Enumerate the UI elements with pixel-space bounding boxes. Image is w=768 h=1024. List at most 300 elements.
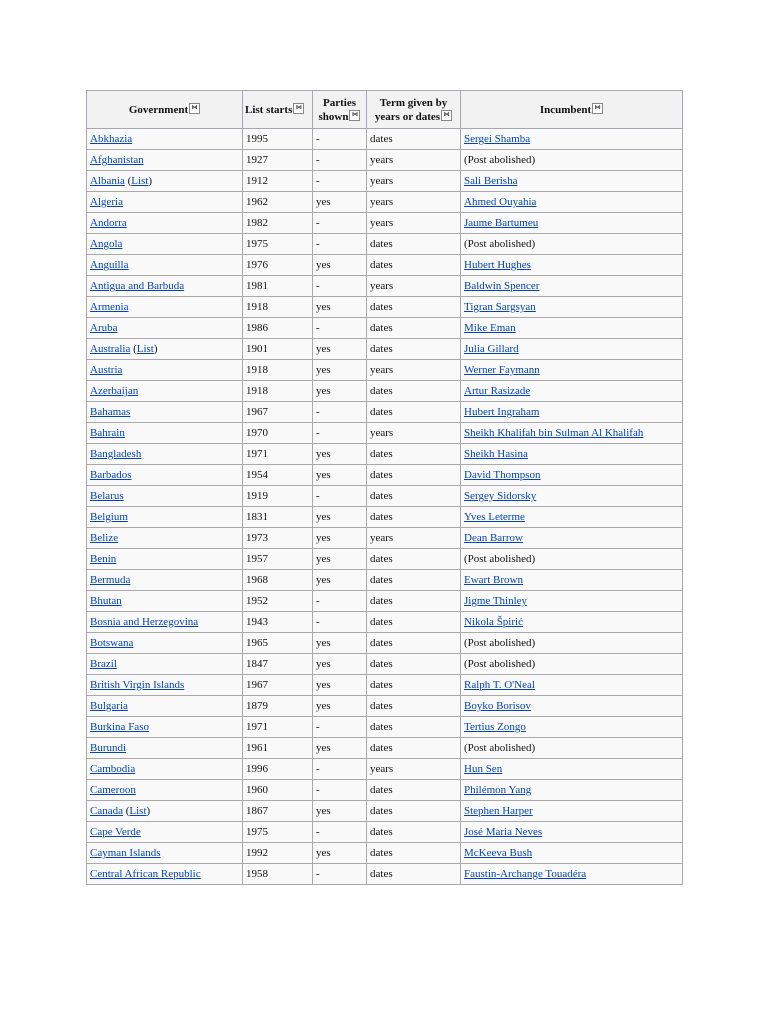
cell-incumbent bbox=[461, 381, 683, 402]
government-link[interactable]: Bangladesh bbox=[90, 448, 142, 460]
government-link[interactable]: Bosnia and Herzegovina bbox=[90, 616, 199, 628]
cell-government bbox=[87, 213, 243, 234]
col-header-list-starts[interactable] bbox=[243, 91, 313, 129]
cell-government: Australia (List) bbox=[87, 339, 243, 360]
incumbent-link[interactable]: Hubert Ingraham bbox=[464, 406, 540, 418]
table-row bbox=[87, 507, 683, 528]
table-row bbox=[87, 801, 683, 822]
cell-list-starts: 1976 bbox=[243, 255, 313, 276]
cell-list-starts: 1957 bbox=[243, 549, 313, 570]
cell-government bbox=[87, 486, 243, 507]
government-link[interactable]: Botswana bbox=[90, 637, 134, 649]
table-row bbox=[87, 486, 683, 507]
cell-list-starts: 1962 bbox=[243, 192, 313, 213]
list-link[interactable]: List bbox=[129, 805, 147, 817]
government-link[interactable]: Antigua and Barbuda bbox=[90, 280, 185, 292]
cell-list-starts: 1967 bbox=[243, 402, 313, 423]
cell-incumbent: (Post abolished) bbox=[461, 549, 683, 570]
table-row bbox=[87, 633, 683, 654]
cell-list-starts: 1965 bbox=[243, 633, 313, 654]
incumbent-link[interactable]: José Maria Neves bbox=[464, 826, 543, 838]
table-row bbox=[87, 864, 683, 885]
incumbent-link[interactable]: Sergey Sidorsky bbox=[464, 490, 537, 502]
table-body bbox=[87, 129, 683, 885]
government-link[interactable]: Barbados bbox=[90, 469, 132, 481]
cell-incumbent bbox=[461, 423, 683, 444]
col-header-term-given-by[interactable] bbox=[367, 91, 461, 129]
incumbent-link[interactable]: Baldwin Spencer bbox=[464, 280, 540, 292]
cell-parties-shown: - bbox=[313, 213, 367, 234]
table-row bbox=[87, 381, 683, 402]
cell-incumbent bbox=[461, 318, 683, 339]
cell-government bbox=[87, 528, 243, 549]
cell-term-type: years bbox=[367, 528, 461, 549]
cell-parties-shown: - bbox=[313, 276, 367, 297]
cell-parties-shown: - bbox=[313, 864, 367, 885]
cell-list-starts: 1967 bbox=[243, 675, 313, 696]
table-row bbox=[87, 759, 683, 780]
table-row bbox=[87, 717, 683, 738]
cell-government: Albania (List) bbox=[87, 171, 243, 192]
cell-incumbent bbox=[461, 213, 683, 234]
government-link[interactable]: Algeria bbox=[90, 196, 123, 208]
cell-incumbent bbox=[461, 591, 683, 612]
cell-term-type: years bbox=[367, 150, 461, 171]
incumbent-link[interactable]: Jaume Bartumeu bbox=[464, 217, 539, 229]
government-link[interactable]: Cameroon bbox=[90, 784, 136, 796]
cell-incumbent bbox=[461, 507, 683, 528]
cell-parties-shown: - bbox=[313, 318, 367, 339]
table-row bbox=[87, 654, 683, 675]
sort-arrows-icon[interactable]: ⋈ bbox=[189, 103, 200, 114]
cell-incumbent bbox=[461, 801, 683, 822]
cell-list-starts: 1968 bbox=[243, 570, 313, 591]
cell-list-starts: 1975 bbox=[243, 234, 313, 255]
cell-list-starts: 1971 bbox=[243, 717, 313, 738]
government-link[interactable]: Bahrain bbox=[90, 427, 125, 439]
col-header-label: Government bbox=[128, 103, 189, 116]
cell-government bbox=[87, 591, 243, 612]
incumbent-link[interactable]: Tigran Sargsyan bbox=[464, 301, 536, 313]
government-link[interactable]: Belarus bbox=[90, 490, 124, 502]
cell-term-type: dates bbox=[367, 234, 461, 255]
table-row bbox=[87, 738, 683, 759]
cell-incumbent bbox=[461, 465, 683, 486]
cell-government bbox=[87, 507, 243, 528]
table-row bbox=[87, 297, 683, 318]
cell-government bbox=[87, 402, 243, 423]
incumbent-link[interactable]: Faustin-Archange Touadéra bbox=[464, 868, 587, 880]
sort-arrows-icon[interactable]: ⋈ bbox=[441, 110, 452, 121]
cell-parties-shown: yes bbox=[313, 297, 367, 318]
cell-incumbent bbox=[461, 339, 683, 360]
cell-government bbox=[87, 738, 243, 759]
government-link[interactable]: Bulgaria bbox=[90, 700, 128, 712]
cell-government bbox=[87, 234, 243, 255]
cell-parties-shown: - bbox=[313, 612, 367, 633]
government-link[interactable]: Angola bbox=[90, 238, 123, 250]
cell-incumbent: (Post abolished) bbox=[461, 234, 683, 255]
cell-term-type: dates bbox=[367, 318, 461, 339]
cell-term-type: dates bbox=[367, 381, 461, 402]
cell-incumbent bbox=[461, 486, 683, 507]
cell-incumbent bbox=[461, 612, 683, 633]
heads-of-government-table bbox=[86, 90, 683, 885]
cell-term-type: dates bbox=[367, 339, 461, 360]
cell-incumbent bbox=[461, 570, 683, 591]
table-row bbox=[87, 402, 683, 423]
incumbent-link[interactable]: Nikola Špirić bbox=[464, 616, 523, 628]
table-row bbox=[87, 171, 683, 192]
incumbent-link[interactable]: Stephen Harper bbox=[464, 805, 533, 817]
cell-parties-shown: - bbox=[313, 129, 367, 150]
col-header-incumbent[interactable] bbox=[461, 91, 683, 129]
cell-term-type: dates bbox=[367, 822, 461, 843]
cell-government: Canada (List) bbox=[87, 801, 243, 822]
cell-list-starts: 1995 bbox=[243, 129, 313, 150]
incumbent-link[interactable]: Jigme Thinley bbox=[464, 595, 528, 607]
cell-list-starts: 1918 bbox=[243, 360, 313, 381]
cell-parties-shown: yes bbox=[313, 507, 367, 528]
cell-parties-shown: - bbox=[313, 234, 367, 255]
col-header-label: Incumbent bbox=[539, 103, 592, 116]
table-row bbox=[87, 129, 683, 150]
incumbent-link[interactable]: Julia Gillard bbox=[464, 343, 519, 355]
cell-parties-shown: yes bbox=[313, 633, 367, 654]
cell-term-type: dates bbox=[367, 675, 461, 696]
government-link[interactable]: Azerbaijan bbox=[90, 385, 139, 397]
cell-list-starts: 1992 bbox=[243, 843, 313, 864]
cell-incumbent: (Post abolished) bbox=[461, 150, 683, 171]
government-link[interactable]: Afghanistan bbox=[90, 154, 144, 166]
cell-term-type: dates bbox=[367, 507, 461, 528]
cell-list-starts: 1847 bbox=[243, 654, 313, 675]
cell-term-type: dates bbox=[367, 129, 461, 150]
cell-government bbox=[87, 843, 243, 864]
cell-parties-shown: - bbox=[313, 780, 367, 801]
government-link[interactable]: Anguilla bbox=[90, 259, 129, 271]
cell-parties-shown: - bbox=[313, 402, 367, 423]
government-link[interactable]: Armenia bbox=[90, 301, 129, 313]
incumbent-link[interactable]: Werner Faymann bbox=[464, 364, 540, 376]
cell-list-starts: 1943 bbox=[243, 612, 313, 633]
incumbent-link[interactable]: Boyko Borisov bbox=[464, 700, 531, 712]
government-link[interactable]: Cambodia bbox=[90, 763, 136, 775]
cell-government bbox=[87, 381, 243, 402]
cell-incumbent bbox=[461, 297, 683, 318]
cell-parties-shown: yes bbox=[313, 528, 367, 549]
cell-incumbent bbox=[461, 528, 683, 549]
cell-term-type: dates bbox=[367, 591, 461, 612]
cell-incumbent bbox=[461, 864, 683, 885]
cell-parties-shown: yes bbox=[313, 360, 367, 381]
cell-term-type: dates bbox=[367, 843, 461, 864]
cell-list-starts: 1982 bbox=[243, 213, 313, 234]
table-row bbox=[87, 360, 683, 381]
cell-parties-shown: yes bbox=[313, 654, 367, 675]
cell-term-type: dates bbox=[367, 801, 461, 822]
incumbent-link[interactable]: Dean Barrow bbox=[464, 532, 523, 544]
header-row bbox=[87, 91, 683, 129]
government-link[interactable]: British Virgin Islands bbox=[90, 679, 185, 691]
cell-list-starts: 1879 bbox=[243, 696, 313, 717]
cell-list-starts: 1912 bbox=[243, 171, 313, 192]
government-link[interactable]: Cape Verde bbox=[90, 826, 141, 838]
cell-parties-shown: - bbox=[313, 822, 367, 843]
cell-government bbox=[87, 612, 243, 633]
cell-list-starts: 1918 bbox=[243, 381, 313, 402]
government-link[interactable]: Burkina Faso bbox=[90, 721, 149, 733]
cell-term-type: dates bbox=[367, 864, 461, 885]
cell-list-starts: 1831 bbox=[243, 507, 313, 528]
government-link[interactable]: Abkhazia bbox=[90, 133, 133, 145]
cell-incumbent bbox=[461, 129, 683, 150]
cell-incumbent bbox=[461, 192, 683, 213]
cell-incumbent bbox=[461, 360, 683, 381]
table-row bbox=[87, 612, 683, 633]
table-row bbox=[87, 255, 683, 276]
sort-arrows-icon[interactable]: ⋈ bbox=[592, 103, 603, 114]
cell-term-type: years bbox=[367, 192, 461, 213]
cell-list-starts: 1954 bbox=[243, 465, 313, 486]
cell-list-starts: 1901 bbox=[243, 339, 313, 360]
table-row bbox=[87, 192, 683, 213]
government-link[interactable]: Belize bbox=[90, 532, 119, 544]
cell-incumbent bbox=[461, 717, 683, 738]
cell-term-type: years bbox=[367, 360, 461, 381]
table-row bbox=[87, 843, 683, 864]
cell-term-type: dates bbox=[367, 654, 461, 675]
cell-incumbent bbox=[461, 843, 683, 864]
table-row bbox=[87, 444, 683, 465]
cell-parties-shown: - bbox=[313, 423, 367, 444]
cell-term-type: years bbox=[367, 171, 461, 192]
incumbent-link[interactable]: Sali Berisha bbox=[464, 175, 518, 187]
incumbent-link[interactable]: Artur Rasizade bbox=[464, 385, 531, 397]
incumbent-link[interactable]: Sergei Shamba bbox=[464, 133, 531, 145]
cell-parties-shown: yes bbox=[313, 381, 367, 402]
cell-list-starts: 1971 bbox=[243, 444, 313, 465]
table-row bbox=[87, 591, 683, 612]
government-link[interactable]: Brazil bbox=[90, 658, 117, 670]
table-row bbox=[87, 276, 683, 297]
cell-government bbox=[87, 570, 243, 591]
cell-government bbox=[87, 864, 243, 885]
cell-term-type: dates bbox=[367, 549, 461, 570]
table-row bbox=[87, 213, 683, 234]
cell-parties-shown: - bbox=[313, 717, 367, 738]
cell-government bbox=[87, 129, 243, 150]
government-link[interactable]: Central African Republic bbox=[90, 868, 201, 880]
cell-government bbox=[87, 549, 243, 570]
table-row bbox=[87, 465, 683, 486]
cell-list-starts: 1970 bbox=[243, 423, 313, 444]
cell-parties-shown: - bbox=[313, 591, 367, 612]
cell-incumbent bbox=[461, 696, 683, 717]
table-row bbox=[87, 339, 683, 360]
cell-government bbox=[87, 276, 243, 297]
cell-parties-shown: yes bbox=[313, 339, 367, 360]
cell-term-type: dates bbox=[367, 570, 461, 591]
cell-parties-shown: - bbox=[313, 171, 367, 192]
cell-list-starts: 1918 bbox=[243, 297, 313, 318]
incumbent-link[interactable]: Tertius Zongo bbox=[464, 721, 526, 733]
incumbent-link[interactable]: Yves Leterme bbox=[464, 511, 525, 523]
cell-government bbox=[87, 297, 243, 318]
cell-term-type: dates bbox=[367, 402, 461, 423]
cell-parties-shown: yes bbox=[313, 444, 367, 465]
cell-list-starts: 1986 bbox=[243, 318, 313, 339]
government-link[interactable]: Belgium bbox=[90, 511, 128, 523]
sort-arrows-icon[interactable]: ⋈ bbox=[349, 110, 360, 121]
col-header-label-line1: Term given by bbox=[379, 96, 448, 109]
cell-government bbox=[87, 318, 243, 339]
cell-parties-shown: - bbox=[313, 759, 367, 780]
list-link[interactable]: List bbox=[136, 343, 154, 355]
incumbent-link[interactable]: David Thompson bbox=[464, 469, 541, 481]
sort-arrows-icon[interactable]: ⋈ bbox=[293, 103, 304, 114]
incumbent-link[interactable]: Ralph T. O'Neal bbox=[464, 679, 535, 691]
cell-government bbox=[87, 759, 243, 780]
table-row bbox=[87, 318, 683, 339]
table-row bbox=[87, 234, 683, 255]
cell-term-type: dates bbox=[367, 633, 461, 654]
cell-list-starts: 1952 bbox=[243, 591, 313, 612]
government-link[interactable]: Bermuda bbox=[90, 574, 131, 586]
cell-parties-shown: yes bbox=[313, 738, 367, 759]
table-row bbox=[87, 822, 683, 843]
cell-list-starts: 1981 bbox=[243, 276, 313, 297]
incumbent-link[interactable]: Hubert Hughes bbox=[464, 259, 531, 271]
incumbent-link[interactable]: Mike Eman bbox=[464, 322, 516, 334]
cell-incumbent bbox=[461, 759, 683, 780]
list-link[interactable]: List bbox=[131, 175, 149, 187]
incumbent-link[interactable]: Sheikh Khalifah bin Sulman Al Khalifah bbox=[464, 427, 644, 439]
col-header-label-line2: shown bbox=[318, 110, 349, 123]
cell-parties-shown: - bbox=[313, 150, 367, 171]
government-link[interactable]: Andorra bbox=[90, 217, 127, 229]
cell-list-starts: 1927 bbox=[243, 150, 313, 171]
cell-government bbox=[87, 780, 243, 801]
cell-government bbox=[87, 822, 243, 843]
table-row bbox=[87, 780, 683, 801]
cell-list-starts: 1919 bbox=[243, 486, 313, 507]
incumbent-link[interactable]: Philémon Yang bbox=[464, 784, 532, 796]
cell-term-type: dates bbox=[367, 486, 461, 507]
cell-incumbent bbox=[461, 780, 683, 801]
cell-incumbent bbox=[461, 402, 683, 423]
government-link[interactable]: Burundi bbox=[90, 742, 127, 754]
cell-incumbent: (Post abolished) bbox=[461, 654, 683, 675]
incumbent-link[interactable]: Ewart Brown bbox=[464, 574, 523, 586]
government-link[interactable]: Aruba bbox=[90, 322, 118, 334]
government-link[interactable]: Austria bbox=[90, 364, 123, 376]
col-header-parties-shown[interactable] bbox=[313, 91, 367, 129]
cell-government bbox=[87, 255, 243, 276]
cell-list-starts: 1960 bbox=[243, 780, 313, 801]
cell-term-type: dates bbox=[367, 297, 461, 318]
cell-government bbox=[87, 192, 243, 213]
cell-term-type: dates bbox=[367, 696, 461, 717]
cell-term-type: years bbox=[367, 276, 461, 297]
incumbent-link[interactable]: Hun Sen bbox=[464, 763, 503, 775]
government-link[interactable]: Cayman Islands bbox=[90, 847, 161, 859]
cell-term-type: dates bbox=[367, 780, 461, 801]
cell-incumbent bbox=[461, 675, 683, 696]
cell-incumbent: (Post abolished) bbox=[461, 633, 683, 654]
incumbent-link[interactable]: Ahmed Ouyahia bbox=[464, 196, 537, 208]
cell-parties-shown: - bbox=[313, 486, 367, 507]
cell-term-type: dates bbox=[367, 444, 461, 465]
cell-incumbent bbox=[461, 171, 683, 192]
col-header-label: List starts bbox=[245, 103, 293, 116]
table-row bbox=[87, 696, 683, 717]
government-link[interactable]: Australia bbox=[90, 343, 131, 355]
cell-parties-shown: yes bbox=[313, 843, 367, 864]
cell-parties-shown: yes bbox=[313, 570, 367, 591]
col-header-label-line1: Parties bbox=[323, 96, 356, 109]
cell-parties-shown: yes bbox=[313, 696, 367, 717]
cell-government bbox=[87, 675, 243, 696]
cell-list-starts: 1973 bbox=[243, 528, 313, 549]
cell-government bbox=[87, 696, 243, 717]
government-link[interactable]: Bahamas bbox=[90, 406, 131, 418]
incumbent-link[interactable]: McKeeva Bush bbox=[464, 847, 533, 859]
table-row bbox=[87, 549, 683, 570]
table-row bbox=[87, 150, 683, 171]
cell-parties-shown: yes bbox=[313, 549, 367, 570]
cell-list-starts: 1996 bbox=[243, 759, 313, 780]
cell-incumbent bbox=[461, 444, 683, 465]
cell-list-starts: 1975 bbox=[243, 822, 313, 843]
cell-parties-shown: yes bbox=[313, 675, 367, 696]
cell-parties-shown: yes bbox=[313, 801, 367, 822]
table-row bbox=[87, 423, 683, 444]
cell-term-type: dates bbox=[367, 612, 461, 633]
table-row bbox=[87, 528, 683, 549]
cell-term-type: dates bbox=[367, 717, 461, 738]
col-header-label-line2: years or dates bbox=[374, 110, 441, 123]
cell-term-type: years bbox=[367, 423, 461, 444]
cell-incumbent: (Post abolished) bbox=[461, 738, 683, 759]
cell-parties-shown: yes bbox=[313, 465, 367, 486]
cell-incumbent bbox=[461, 255, 683, 276]
government-link[interactable]: Albania bbox=[90, 175, 125, 187]
cell-list-starts: 1961 bbox=[243, 738, 313, 759]
cell-government bbox=[87, 360, 243, 381]
government-link[interactable]: Bhutan bbox=[90, 595, 122, 607]
col-header-government[interactable] bbox=[87, 91, 243, 129]
cell-government bbox=[87, 717, 243, 738]
cell-government bbox=[87, 444, 243, 465]
cell-term-type: dates bbox=[367, 255, 461, 276]
cell-government bbox=[87, 150, 243, 171]
cell-parties-shown: yes bbox=[313, 192, 367, 213]
cell-parties-shown: yes bbox=[313, 255, 367, 276]
cell-incumbent bbox=[461, 822, 683, 843]
cell-term-type: years bbox=[367, 759, 461, 780]
government-link[interactable]: Canada bbox=[90, 805, 123, 817]
cell-government bbox=[87, 633, 243, 654]
cell-term-type: years bbox=[367, 213, 461, 234]
cell-incumbent bbox=[461, 276, 683, 297]
table-row bbox=[87, 570, 683, 591]
cell-government bbox=[87, 465, 243, 486]
incumbent-link[interactable]: Sheikh Hasina bbox=[464, 448, 528, 460]
table-row bbox=[87, 675, 683, 696]
government-link[interactable]: Benin bbox=[90, 553, 117, 565]
cell-list-starts: 1867 bbox=[243, 801, 313, 822]
